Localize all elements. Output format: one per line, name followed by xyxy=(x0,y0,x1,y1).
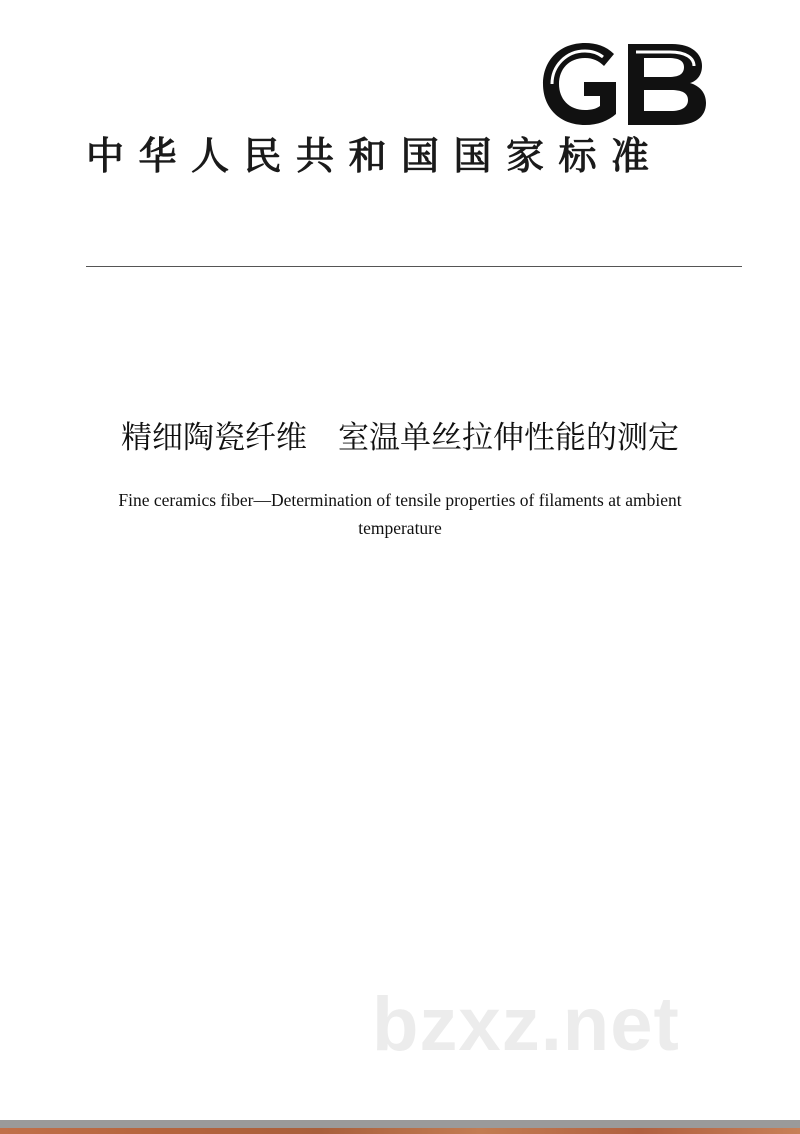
issuer-heading: 中华人民共和国国家标准 xyxy=(86,134,664,178)
page-bottom-band xyxy=(0,1128,800,1134)
gb-logo-g xyxy=(543,43,616,125)
standard-title-english-line-1: Fine ceramics fiber—Determination of tensile properties of filaments at ambient xyxy=(118,490,682,510)
gb-logo xyxy=(540,40,710,128)
standard-title-english-line-2: temperature xyxy=(358,518,442,538)
site-watermark: bzxz.net xyxy=(372,982,680,1067)
standard-title-chinese: 精细陶瓷纤维 室温单丝拉伸性能的测定 xyxy=(121,420,679,456)
standard-title-english xyxy=(70,486,730,542)
header-rule xyxy=(86,266,742,267)
gb-logo-b xyxy=(628,44,706,125)
